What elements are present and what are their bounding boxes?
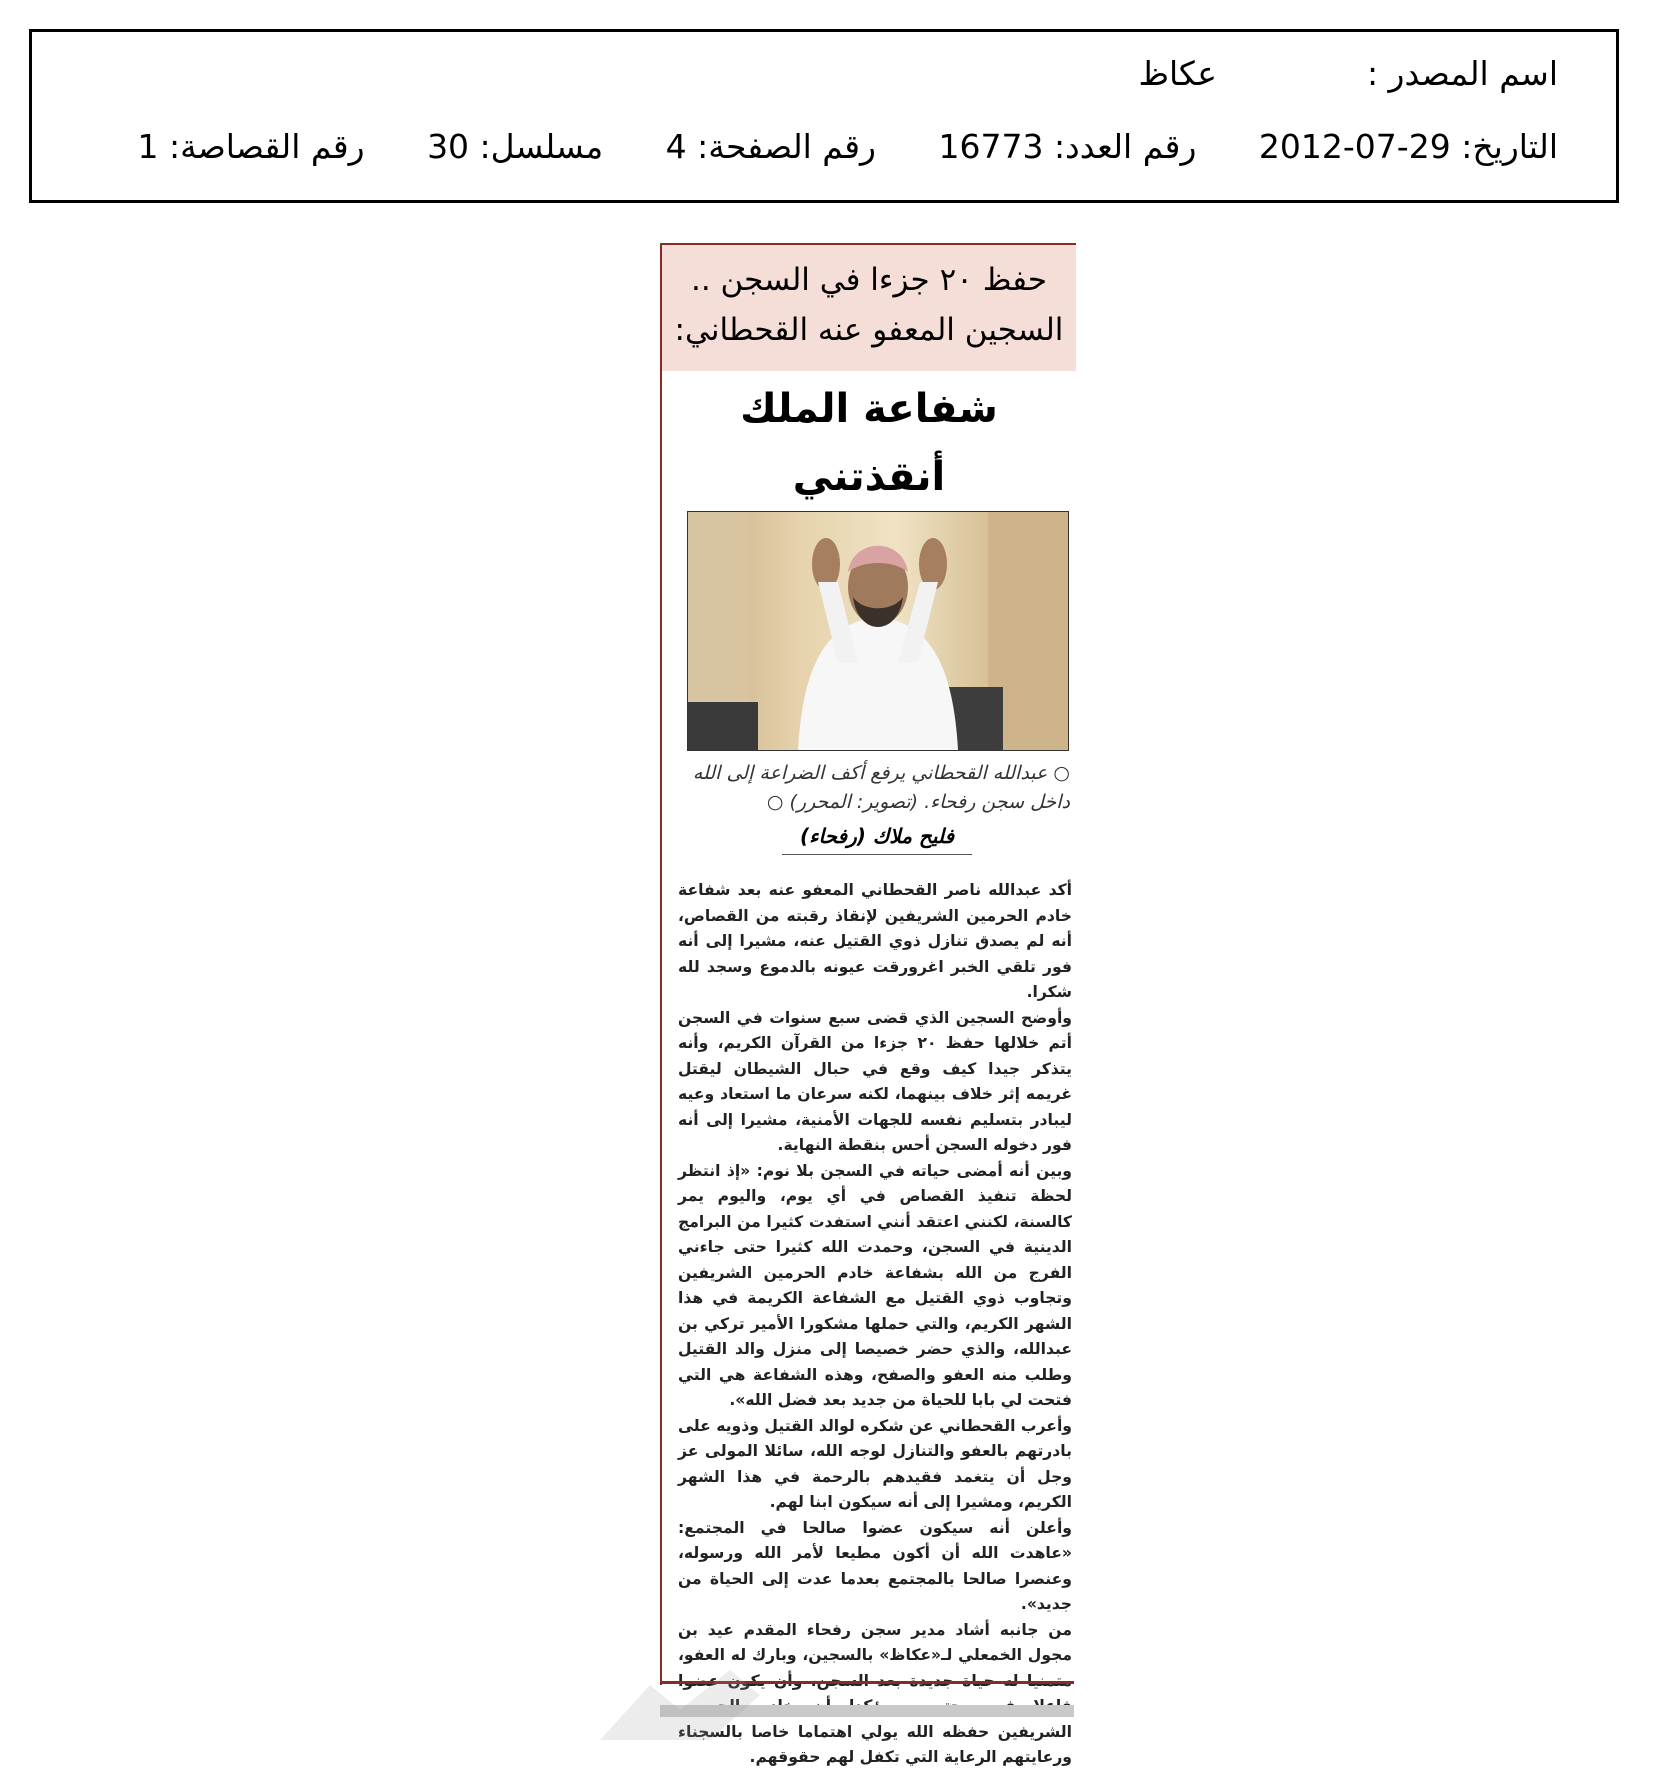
photo-caption: ○ عبدالله القحطاني يرفع أكف الضراعة إلى الله داخل سجن رفحاء. (تصوير: المحرر) ○ (692, 762, 1070, 813)
body-paragraph: وبين أنه أمضى حياته في السجن بلا نوم: «إذ انتظر لحظة تنفيذ القصاص في أي يوم، واليوم يمر كالسنة، لكنني اعتقد أنني استفدت كثيرا من البرامج الدينية في السجن، وحمدت الله كثيرا حتى جاءني الفرج من الله بشفاعة خادم الحرمين الشريفين وتجاوب ذوي القتيل مع الشفاعة الكريمة في هذا الشهر الكريم، والتي حملها مشكورا الأمير تركي بن عبدالله، والذي حضر خصيصا إلى منزل والد القتيل وطلب منه العفو والصفح، وهذه الشفاعة هي التي فتحت لي بابا للحياة من جديد بعد فضل الله». (678, 1161, 1072, 1409)
article-kicker (662, 245, 1076, 371)
praying-man-photo (688, 512, 1068, 750)
date-field: التاريخ: 29-07-2012 (1258, 127, 1558, 166)
body-paragraph: وأعرب القحطاني عن شكره لوالد القتيل وذويه على بادرتهم بالعفو والتنازل لوجه الله، سائلا المولى عز وجل أن يتغمد فقيدهم بالرحمة في هذا الشهر الكريم، ومشيرا إلى أنه سيكون ابنا لهم. (678, 1416, 1072, 1511)
publication-details-row (137, 127, 1558, 166)
body-paragraph: وأعلن أنه سيكون عضوا صالحا في المجتمع: «عاهدت الله أن أكون مطيعا لأمر الله ورسوله، وعنصرا صالحا بالمجتمع بعدما عدت إلى الحياة من جديد». (678, 1518, 1072, 1613)
kicker-line: حفظ ٢٠ جزءا في السجن .. (691, 262, 1047, 298)
source-value: عكاظ (1138, 54, 1217, 93)
issue-number-field: رقم العدد: 16773 (938, 127, 1197, 166)
article-photo (687, 511, 1069, 751)
body-paragraph: من جانبه أشاد مدير سجن رفحاء المقدم عيد بن مجول الخمعلي لـ«عكاظ» بالسجين، وبارك له العفو، الشريفين حفظه الله يولي اهتماما خاصا ورعايتهم الرعاية التي تكفل لهم حقوقهم. (678, 1620, 1072, 1766)
body-paragraph: أكد عبدالله ناصر القحطاني المعفو عنه بعد شفاعة خادم الحرمين الشريفين لإنقاذ رقبته من القصاص، أنه لم يصدق تنازل ذوي القتيل عنه، مشيرا إلى أنه فور تلقي الخبر اغرورقت عيونه بالدموع وسجد لله شكرا. (678, 881, 1072, 1001)
kicker-line: السجين المعفو عنه القحطاني: (674, 312, 1064, 348)
source-metadata-box (29, 29, 1619, 203)
clip-number-field: رقم القصاصة: 1 (137, 127, 365, 166)
author-byline: فليح ملاك (رفحاء) (782, 824, 972, 855)
body-paragraph: وأوضح السجين الذي قضى سبع سنوات في السجن أتم خلالها حفظ ٢٠ جزءا من القرآن الكريم، وأنه يتذكر جيدا كيف وقع في حبال الشيطان ليقتل غريمه إثر خلاف بينهما، لكنه سرعان ما استعاد وعيه ليبادر بتسليم نفسه للجهات الأمنية، مشيرا إلى أنه فور دخوله السجن أحس بنقطة النهاية. (678, 1008, 1072, 1154)
source-label: اسم المصدر : (1366, 54, 1558, 93)
headline-line: شفاعة الملك أنقذتني (740, 386, 998, 500)
serial-field: مسلسل: 30 (427, 127, 604, 166)
page-number-field: رقم الصفحة: 4 (665, 127, 876, 166)
watermark-logo (590, 1665, 770, 1745)
article-body (678, 878, 1072, 1771)
source-row (1138, 54, 1558, 93)
newspaper-clipping (660, 243, 1076, 1766)
